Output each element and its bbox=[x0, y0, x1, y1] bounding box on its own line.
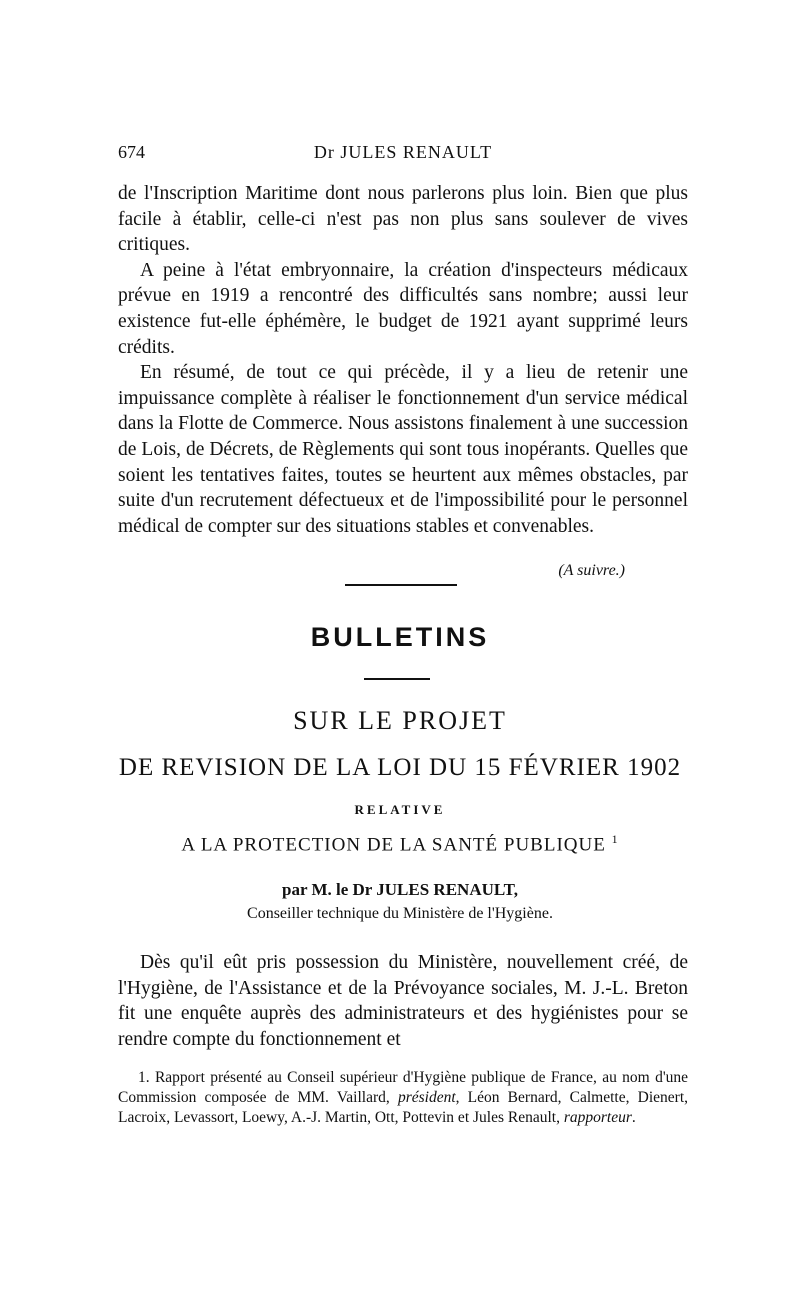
footnote-text: , Léon Bernard, Calmette, Dienert, Lacroix, Levassort, Loewy, A.-J. Martin, Ott, Pottevin et Jules Renault, bbox=[118, 1088, 688, 1126]
article-body bbox=[118, 950, 688, 1052]
footnote-text: Rapport présenté au Conseil supérieur d'Hygiène publique de France, au nom d'une Commission composée de MM. Vaillard, bbox=[118, 1069, 688, 1106]
article-title-line-2: DE REVISION DE LA LOI DU 15 FÉVRIER 1902 bbox=[118, 754, 682, 781]
page-number: 674 bbox=[118, 142, 145, 162]
continued-paragraph: de l'Inscription Maritime dont nous parlerons plus loin. Bien que plus facile à établir, celle-ci n'est pas non plus sans soulever de vives critiques. bbox=[118, 183, 688, 256]
to-be-continued-note: (A suivre.) bbox=[558, 562, 625, 579]
running-head: Dr JULES RENAULT bbox=[313, 142, 493, 162]
paragraph: En résumé, de tout ce qui précède, il y a lieu de retenir une impuissance complète à réaliser le fonctionnement d'un service médical dans la Flotte de Commerce. Nous assistons finalement à une succession de Lois, de Décrets, de Règlements qui sont tous inopérants. Quelles que soient les tentatives faites, toutes se heurtent aux mêmes obstacles, par suite d'un recrutement défectueux et de l'impossibilité pour le personnel médical de compter sur des situations stables et convenables. bbox=[118, 362, 688, 537]
article-title-text: A LA PROTECTION DE LA SANTÉ PUBLIQUE bbox=[181, 834, 606, 856]
footnote-reference: 1 bbox=[611, 832, 619, 846]
previous-article-text bbox=[118, 181, 688, 539]
section-heading: BULLETINS bbox=[310, 622, 490, 652]
footnote-number: 1. bbox=[138, 1069, 150, 1086]
footnote-role-rapporteur: rapporteur bbox=[563, 1108, 632, 1126]
article-title-line-1: SUR LE PROJET bbox=[293, 706, 507, 735]
paragraph: A peine à l'état embryonnaire, la création d'inspecteurs médicaux prévue en 1919 a rencontré des difficultés sans nombre; aussi leur existence fut-elle éphémère, le budget de 1921 ayant supprimé leurs crédits. bbox=[118, 259, 688, 358]
article-title-line-3: RELATIVE bbox=[354, 802, 446, 817]
author-line: par M. le Dr JULES RENAULT, bbox=[282, 880, 518, 899]
footnote bbox=[118, 1068, 688, 1127]
footnote-role-president: président bbox=[397, 1088, 456, 1106]
author-affiliation: Conseiller technique du Ministère de l'Hygiène. bbox=[247, 905, 553, 922]
heading-rule bbox=[364, 678, 430, 680]
opening-paragraph: Dès qu'il eût pris possession du Ministère, nouvellement créé, de l'Hygiène, de l'Assistance et de la Prévoyance sociales, M. J.-L. Breton fit une enquête auprès des administrateurs et des hygiénistes pour se rendre compte du fonctionnement et bbox=[118, 952, 688, 1050]
article-title-line-4 bbox=[0, 832, 800, 856]
footnote-end: . bbox=[631, 1108, 636, 1126]
page-header bbox=[118, 142, 688, 166]
section-divider bbox=[345, 584, 457, 586]
